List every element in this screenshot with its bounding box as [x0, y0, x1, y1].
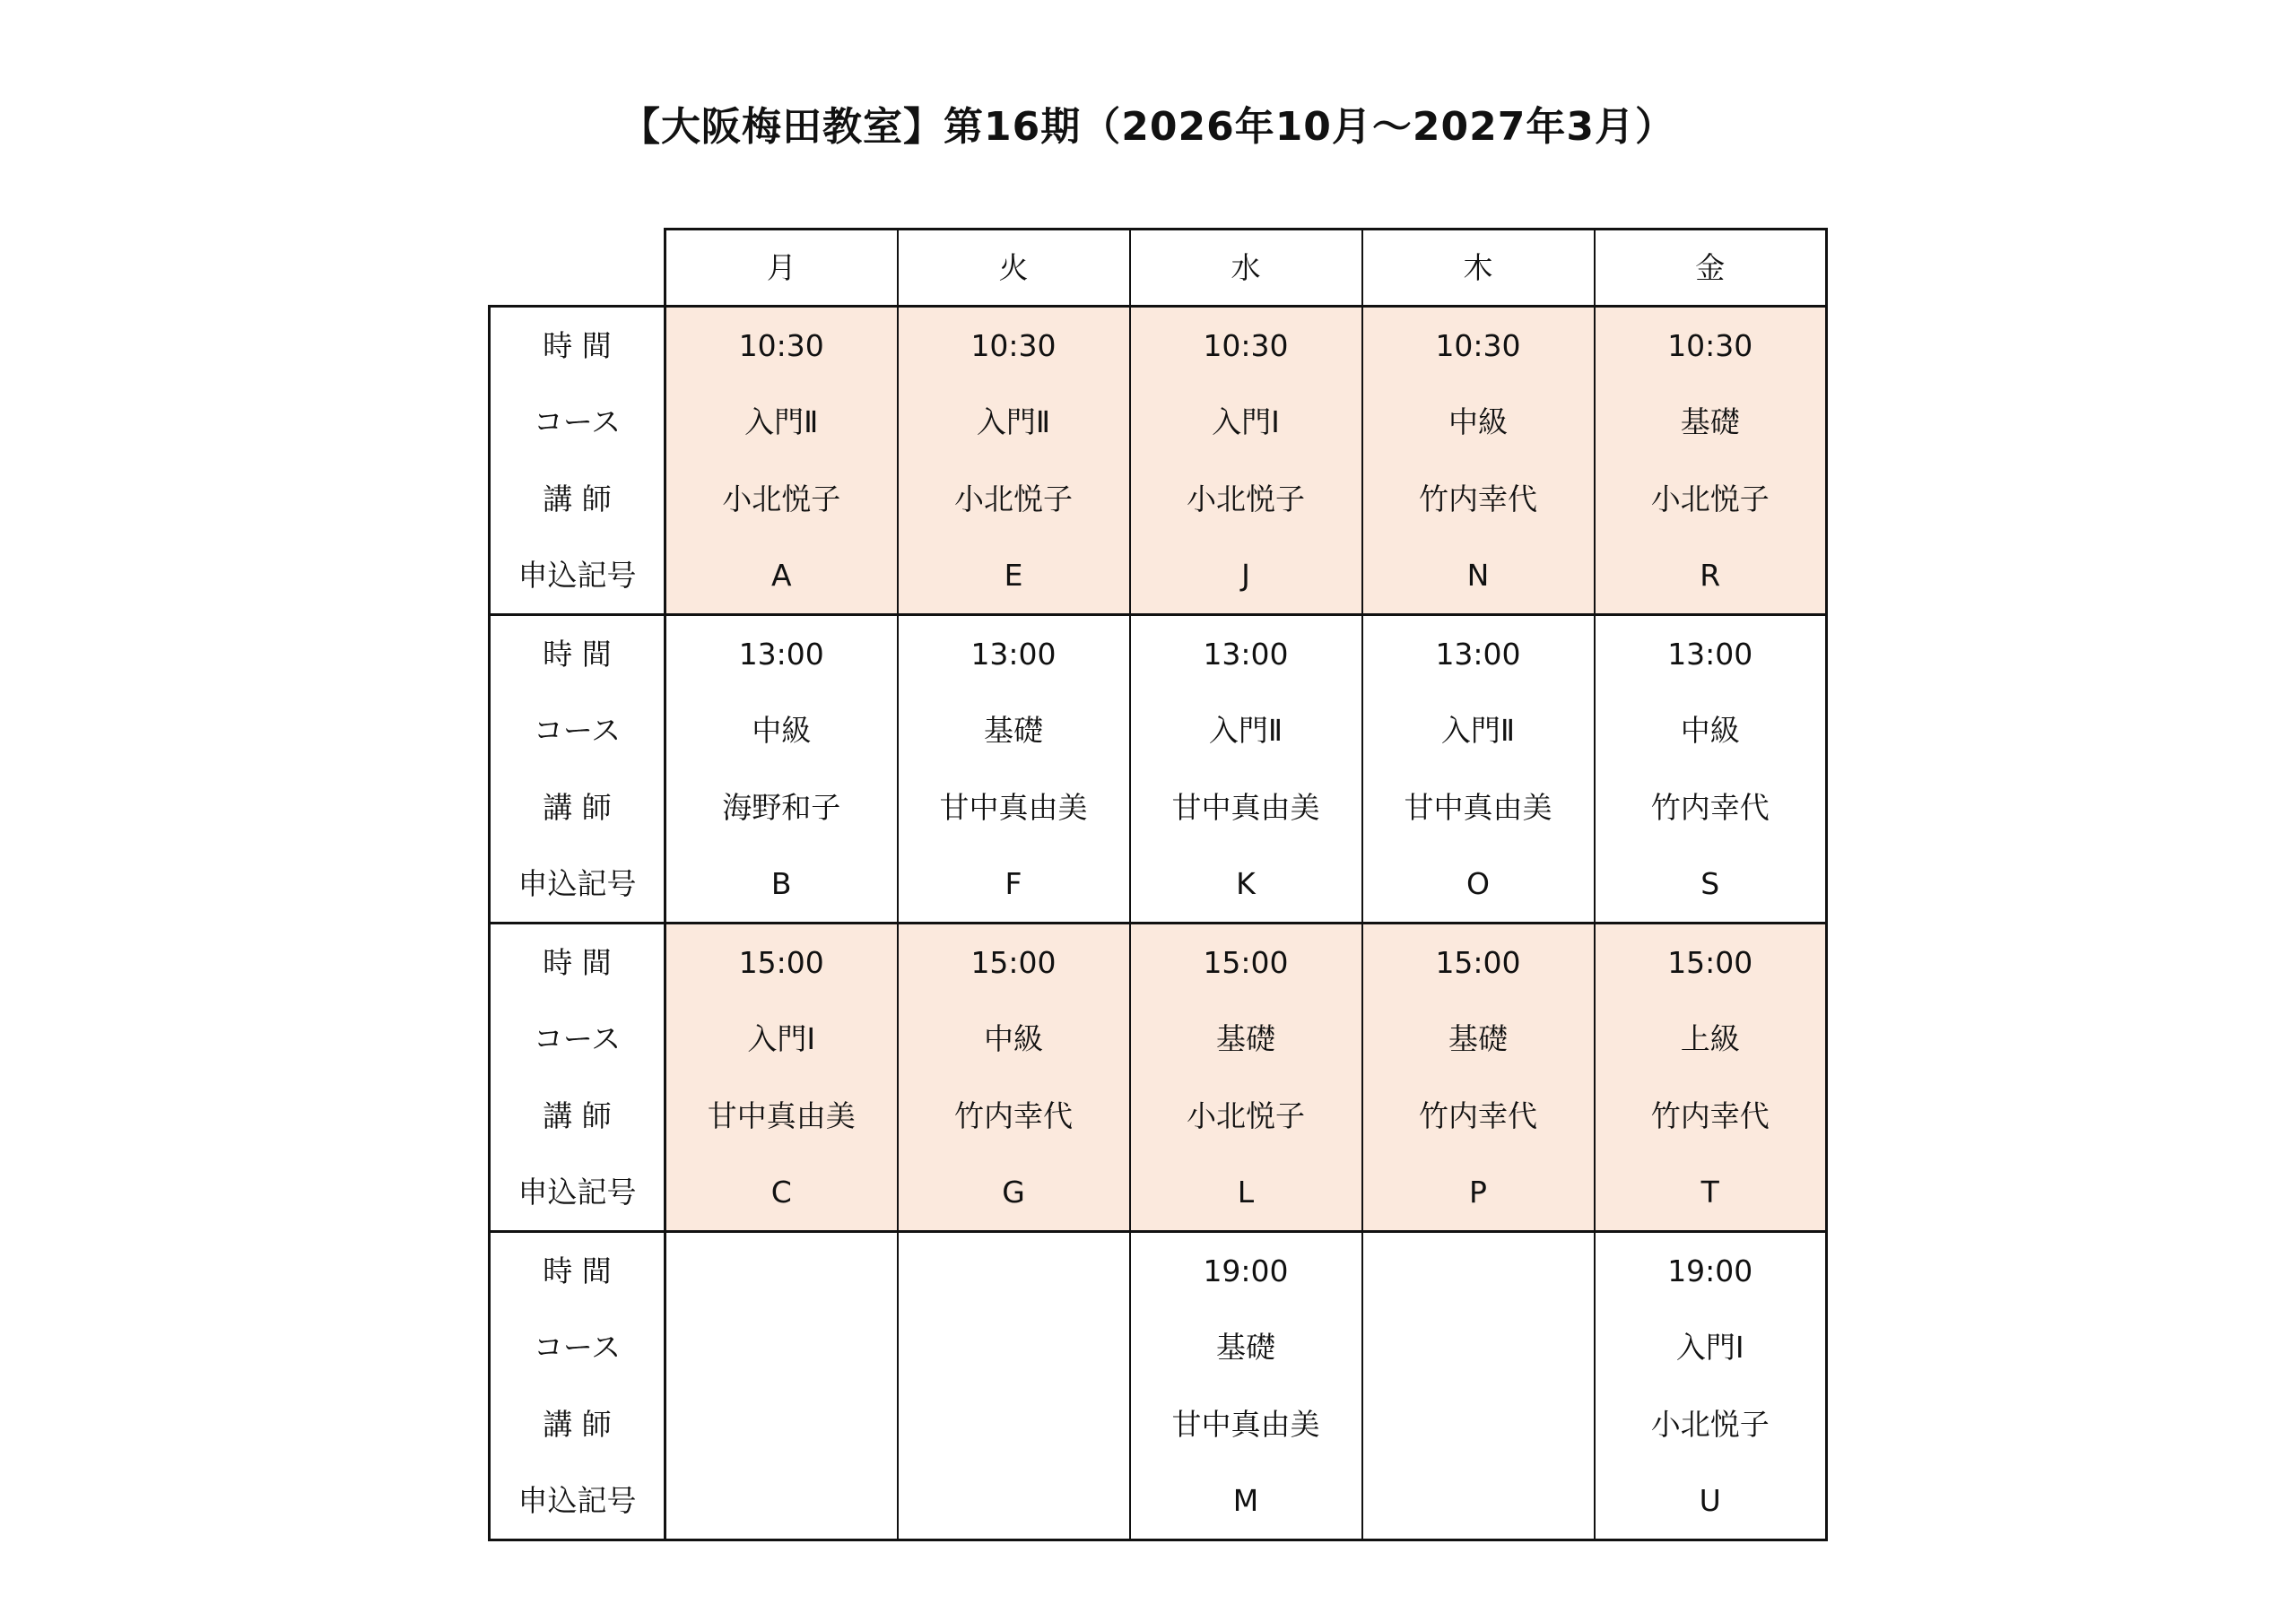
slot-2-fri-course: 中級 — [1595, 692, 1827, 769]
slot-4-thu-teacher — [1362, 1386, 1595, 1463]
slot-3-thu-code: P — [1362, 1155, 1595, 1232]
slot-3-mon-course: 入門Ⅰ — [665, 1001, 898, 1078]
slot-2-teacher-row — [490, 769, 1827, 846]
slot-3-mon-teacher: 甘中真由美 — [665, 1078, 898, 1155]
slot-2-mon-time: 13:00 — [665, 615, 898, 692]
slot-3-wed-course: 基礎 — [1130, 1001, 1362, 1078]
day-header-row — [490, 230, 1827, 307]
slot-2-tue-code: F — [898, 846, 1130, 924]
slot-2-tue-course: 基礎 — [898, 692, 1130, 769]
slot-1-wed-course: 入門Ⅰ — [1130, 384, 1362, 461]
slot-4-fri-code: U — [1595, 1463, 1827, 1540]
row-label-time: 時 間 — [490, 924, 665, 1001]
slot-4-wed-teacher: 甘中真由美 — [1130, 1386, 1362, 1463]
day-header-tue: 火 — [898, 230, 1130, 307]
slot-4-mon-teacher — [665, 1386, 898, 1463]
slot-4-course-row — [490, 1309, 1827, 1386]
slot-3-fri-code: T — [1595, 1155, 1827, 1232]
row-label-teacher: 講 師 — [490, 769, 665, 846]
row-label-course: コース — [490, 1309, 665, 1386]
slot-2-tue-teacher: 甘中真由美 — [898, 769, 1130, 846]
row-label-code: 申込記号 — [490, 846, 665, 924]
slot-4-thu-code — [1362, 1463, 1595, 1540]
slot-2-wed-code: K — [1130, 846, 1362, 924]
slot-4-mon-course — [665, 1309, 898, 1386]
slot-1-thu-teacher: 竹内幸代 — [1362, 461, 1595, 538]
slot-4-time-row — [490, 1232, 1827, 1309]
slot-4-wed-time: 19:00 — [1130, 1232, 1362, 1309]
slot-1-fri-course: 基礎 — [1595, 384, 1827, 461]
slot-3-mon-time: 15:00 — [665, 924, 898, 1001]
slot-1-teacher-row — [490, 461, 1827, 538]
slot-4-tue-code — [898, 1463, 1130, 1540]
slot-4-tue-course — [898, 1309, 1130, 1386]
slot-3-thu-time: 15:00 — [1362, 924, 1595, 1001]
row-label-course: コース — [490, 692, 665, 769]
slot-4-mon-code — [665, 1463, 898, 1540]
slot-2-fri-teacher: 竹内幸代 — [1595, 769, 1827, 846]
slot-2-mon-course: 中級 — [665, 692, 898, 769]
slot-3-code-row — [490, 1155, 1827, 1232]
slot-4-tue-teacher — [898, 1386, 1130, 1463]
slot-2-wed-course: 入門Ⅱ — [1130, 692, 1362, 769]
slot-3-tue-time: 15:00 — [898, 924, 1130, 1001]
row-label-code: 申込記号 — [490, 1155, 665, 1232]
row-label-teacher: 講 師 — [490, 1078, 665, 1155]
day-header-thu: 木 — [1362, 230, 1595, 307]
slot-1-tue-course: 入門Ⅱ — [898, 384, 1130, 461]
header-corner — [490, 230, 665, 307]
slot-1-tue-teacher: 小北悦子 — [898, 461, 1130, 538]
slot-4-fri-course: 入門Ⅰ — [1595, 1309, 1827, 1386]
slot-4-thu-course — [1362, 1309, 1595, 1386]
slot-1-mon-time: 10:30 — [665, 307, 898, 384]
slot-1-thu-time: 10:30 — [1362, 307, 1595, 384]
slot-1-thu-code: N — [1362, 538, 1595, 615]
page-title: 【大阪梅田教室】第16期（2026年10月～2027年3月） — [621, 104, 1675, 150]
slot-1-mon-code: A — [665, 538, 898, 615]
schedule-body — [490, 307, 1827, 1540]
row-label-time: 時 間 — [490, 615, 665, 692]
slot-3-wed-time: 15:00 — [1130, 924, 1362, 1001]
slot-2-mon-code: B — [665, 846, 898, 924]
slot-2-fri-code: S — [1595, 846, 1827, 924]
slot-3-tue-code: G — [898, 1155, 1130, 1232]
row-label-teacher: 講 師 — [490, 461, 665, 538]
slot-1-code-row — [490, 538, 1827, 615]
slot-1-tue-code: E — [898, 538, 1130, 615]
slot-2-thu-code: O — [1362, 846, 1595, 924]
slot-3-fri-course: 上級 — [1595, 1001, 1827, 1078]
slot-1-fri-code: R — [1595, 538, 1827, 615]
slot-1-course-row — [490, 384, 1827, 461]
slot-2-fri-time: 13:00 — [1595, 615, 1827, 692]
slot-1-mon-course: 入門Ⅱ — [665, 384, 898, 461]
slot-2-thu-course: 入門Ⅱ — [1362, 692, 1595, 769]
slot-2-thu-teacher: 甘中真由美 — [1362, 769, 1595, 846]
slot-1-time-row — [490, 307, 1827, 384]
row-label-time: 時 間 — [490, 1232, 665, 1309]
slot-4-fri-time: 19:00 — [1595, 1232, 1827, 1309]
slot-3-tue-teacher: 竹内幸代 — [898, 1078, 1130, 1155]
slot-3-tue-course: 中級 — [898, 1001, 1130, 1078]
slot-3-wed-code: L — [1130, 1155, 1362, 1232]
slot-3-thu-teacher: 竹内幸代 — [1362, 1078, 1595, 1155]
slot-1-mon-teacher: 小北悦子 — [665, 461, 898, 538]
slot-4-wed-course: 基礎 — [1130, 1309, 1362, 1386]
day-header-fri: 金 — [1595, 230, 1827, 307]
slot-1-fri-time: 10:30 — [1595, 307, 1827, 384]
slot-1-wed-time: 10:30 — [1130, 307, 1362, 384]
slot-3-wed-teacher: 小北悦子 — [1130, 1078, 1362, 1155]
slot-4-mon-time — [665, 1232, 898, 1309]
schedule-table — [488, 228, 1828, 1541]
slot-4-tue-time — [898, 1232, 1130, 1309]
slot-4-thu-time — [1362, 1232, 1595, 1309]
slot-2-wed-teacher: 甘中真由美 — [1130, 769, 1362, 846]
slot-1-wed-teacher: 小北悦子 — [1130, 461, 1362, 538]
slot-4-wed-code: M — [1130, 1463, 1362, 1540]
slot-2-course-row — [490, 692, 1827, 769]
slot-4-fri-teacher: 小北悦子 — [1595, 1386, 1827, 1463]
slot-3-fri-time: 15:00 — [1595, 924, 1827, 1001]
slot-3-course-row — [490, 1001, 1827, 1078]
day-header-wed: 水 — [1130, 230, 1362, 307]
slot-1-fri-teacher: 小北悦子 — [1595, 461, 1827, 538]
slot-1-tue-time: 10:30 — [898, 307, 1130, 384]
slot-2-wed-time: 13:00 — [1130, 615, 1362, 692]
slot-2-code-row — [490, 846, 1827, 924]
slot-2-mon-teacher: 海野和子 — [665, 769, 898, 846]
slot-4-teacher-row — [490, 1386, 1827, 1463]
slot-1-thu-course: 中級 — [1362, 384, 1595, 461]
row-label-course: コース — [490, 1001, 665, 1078]
slot-3-time-row — [490, 924, 1827, 1001]
row-label-time: 時 間 — [490, 307, 665, 384]
row-label-code: 申込記号 — [490, 1463, 665, 1540]
day-header-mon: 月 — [665, 230, 898, 307]
slot-2-time-row — [490, 615, 1827, 692]
row-label-teacher: 講 師 — [490, 1386, 665, 1463]
slot-3-teacher-row — [490, 1078, 1827, 1155]
slot-2-tue-time: 13:00 — [898, 615, 1130, 692]
slot-3-thu-course: 基礎 — [1362, 1001, 1595, 1078]
slot-3-fri-teacher: 竹内幸代 — [1595, 1078, 1827, 1155]
slot-4-code-row — [490, 1463, 1827, 1540]
slot-1-wed-code: J — [1130, 538, 1362, 615]
row-label-code: 申込記号 — [490, 538, 665, 615]
slot-3-mon-code: C — [665, 1155, 898, 1232]
slot-2-thu-time: 13:00 — [1362, 615, 1595, 692]
row-label-course: コース — [490, 384, 665, 461]
